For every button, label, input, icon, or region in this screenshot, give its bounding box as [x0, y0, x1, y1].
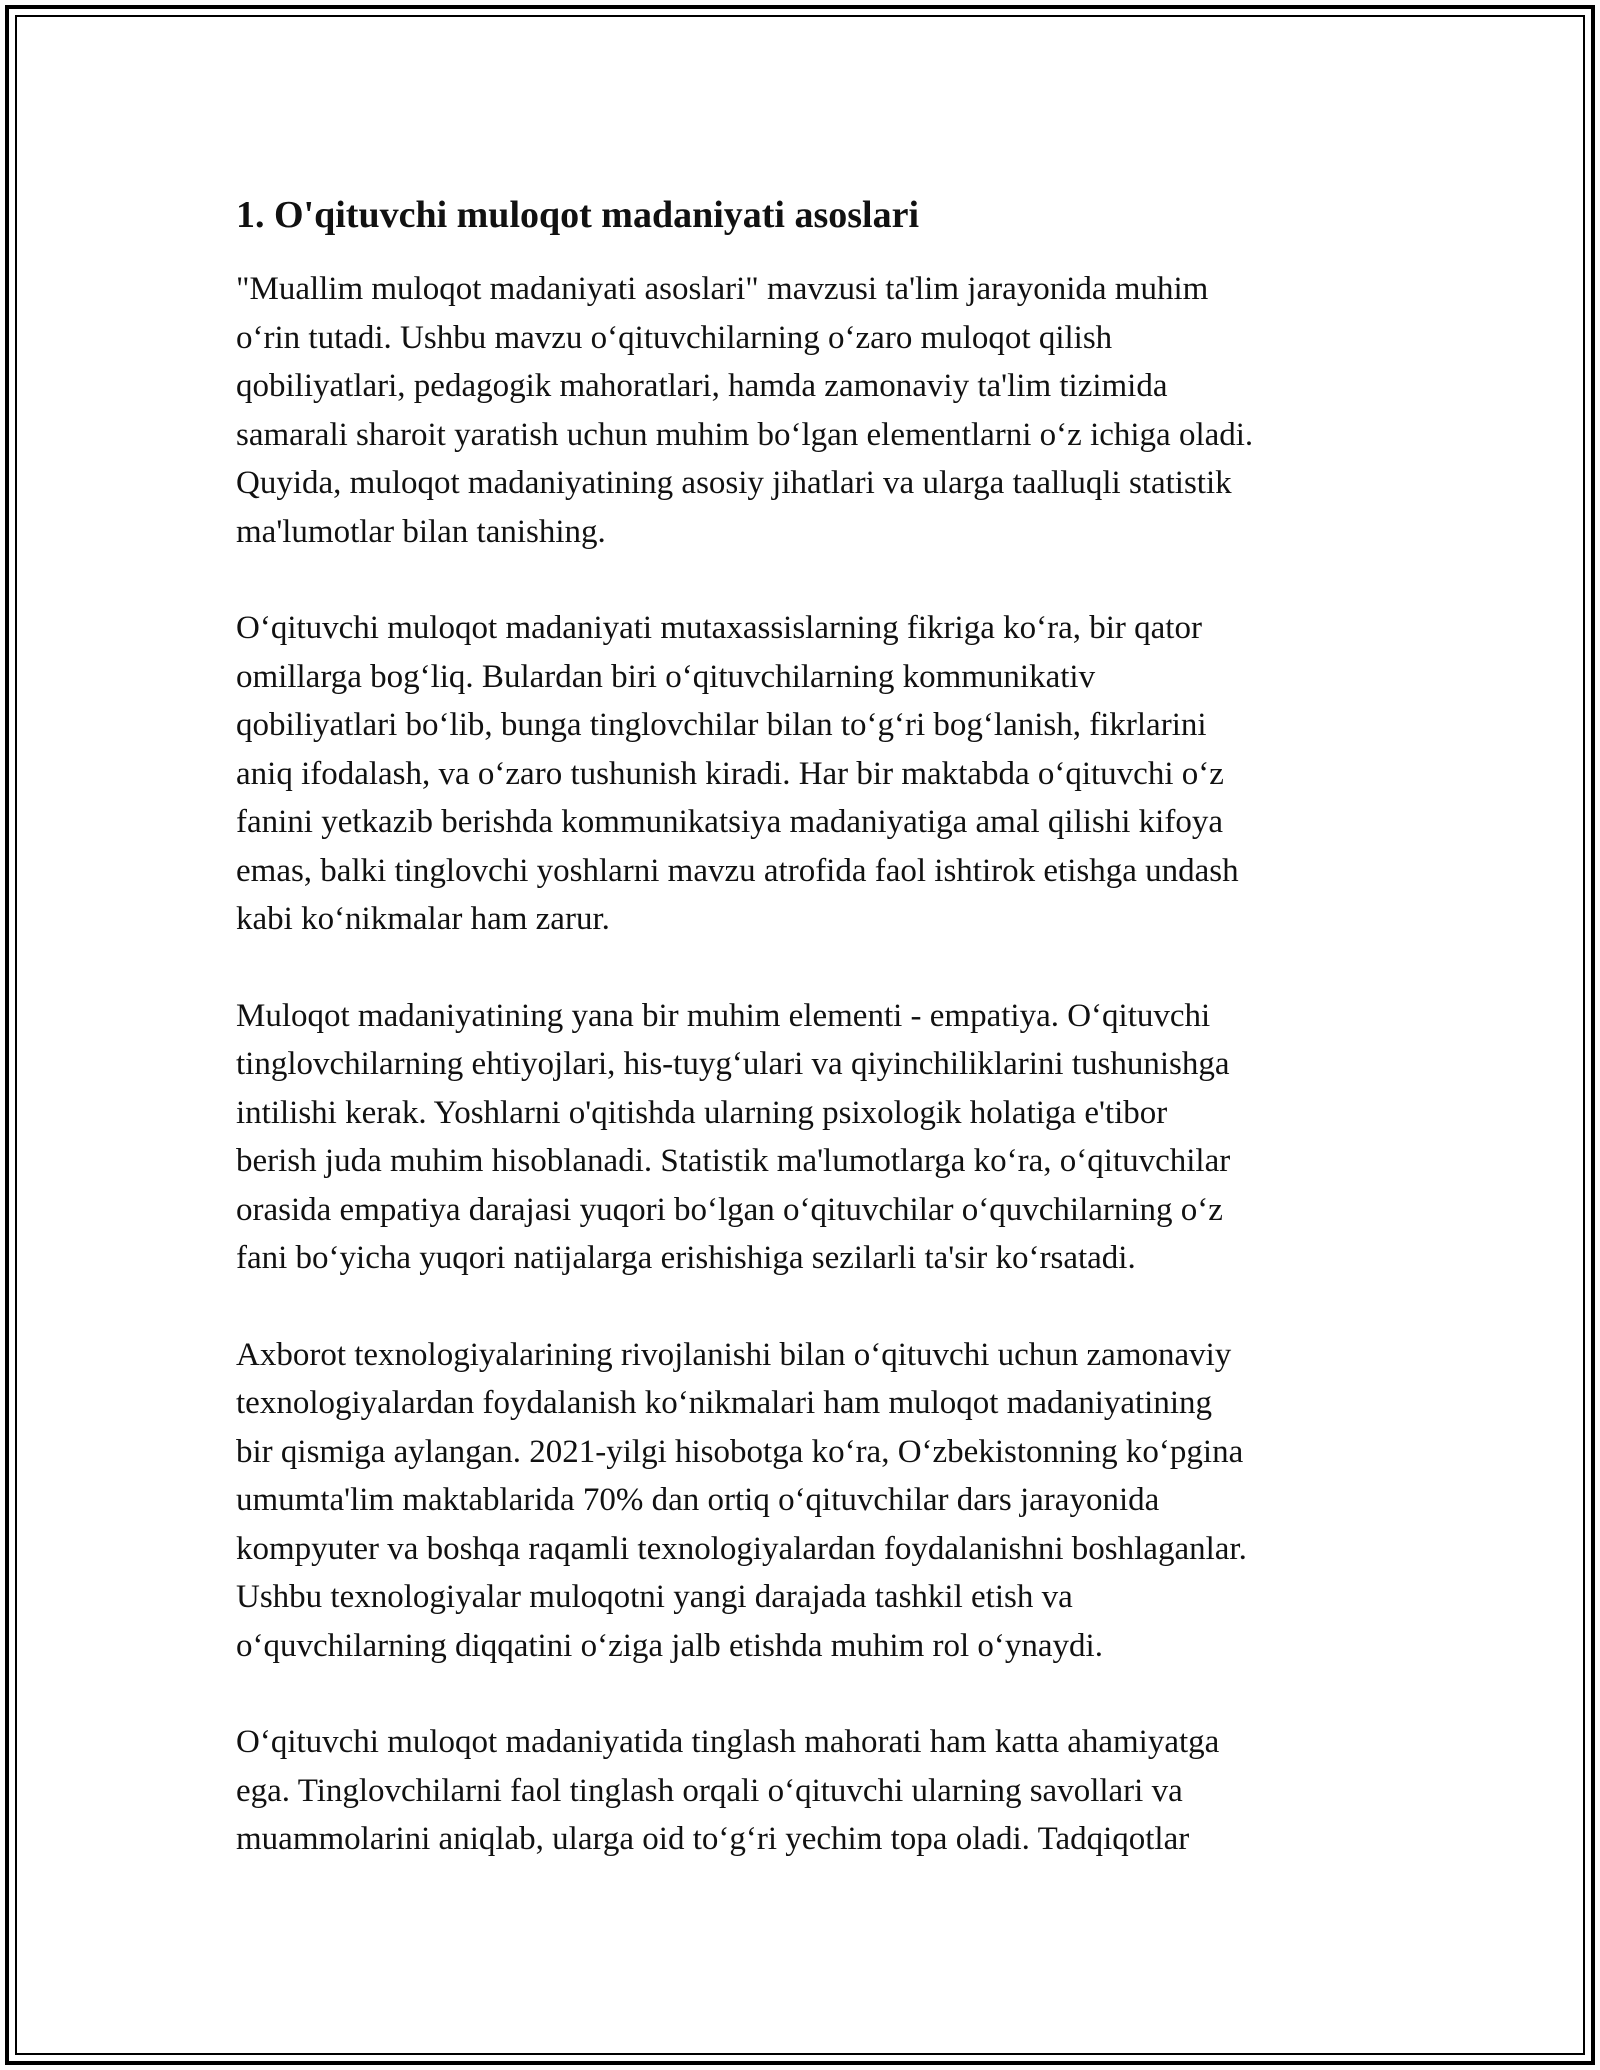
text-line: berish juda muhim hisoblanadi. Statistik ma'lumotlarga ko‘ra, o‘qituvchilar: [236, 1143, 1231, 1179]
text-line: kabi ko‘nikmalar ham zarur.: [236, 901, 610, 937]
text-line: "Muallim muloqot madaniyati asoslari" mavzusi ta'lim jarayonida muhim: [236, 271, 1209, 307]
text-line: O‘qituvchi muloqot madaniyati mutaxassislarning fikriga ko‘ra, bir qator: [236, 610, 1202, 646]
text-line: qobiliyatlari, pedagogik mahoratlari, hamda zamonaviy ta'lim tizimida: [236, 368, 1168, 404]
paragraph-5: [236, 1718, 1376, 1864]
text-line: bir qismiga aylangan. 2021-yilgi hisobotga ko‘ra, O‘zbekistonning ko‘pgina: [236, 1433, 1244, 1470]
text-line: texnologiyalardan foydalanish ko‘nikmalari ham muloqot madaniyatining: [236, 1385, 1213, 1421]
text-line: Quyida, muloqot madaniyatining asosiy jihatlari va ularga taalluqli statistik: [236, 465, 1232, 501]
text-line: ega. Tinglovchilarni faol tinglash orqali o‘qituvchi ularning savollari va: [236, 1772, 1183, 1809]
text-line: Ushbu texnologiyalar muloqotni yangi darajada tashkil etish va: [236, 1579, 1073, 1615]
text-line: o‘rin tutadi. Ushbu mavzu o‘qituvchilarning o‘zaro muloqot qilish: [236, 319, 1113, 356]
paragraph-3: [236, 992, 1376, 1283]
text-line: orasida empatiya darajasi yuqori bo‘lgan o‘qituvchilar o‘quvchilarning o‘z: [236, 1191, 1223, 1228]
text-line: Axborot texnologiyalarining rivojlanishi bilan o‘qituvchi uchun zamonaviy: [236, 1336, 1232, 1373]
text-line: samarali sharoit yaratish uchun muhim bo‘lgan elementlarni o‘z ichiga oladi.: [236, 416, 1254, 453]
text-line: fani bo‘yicha yuqori natijalarga erishishiga sezilarli ta'sir ko‘rsatadi.: [236, 1240, 1136, 1276]
text-line: Muloqot madaniyatining yana bir muhim elementi - empatiya. O‘qituvchi: [236, 997, 1211, 1034]
text-line: tinglovchilarning ehtiyojlari, his-tuyg‘ulari va qiyinchiliklarini tushunishga: [236, 1046, 1230, 1082]
text-line: o‘quvchilarning diqqatini o‘ziga jalb etishda muhim rol o‘ynaydi.: [236, 1627, 1103, 1664]
paragraph-2: [236, 604, 1376, 944]
document-body: [236, 187, 1376, 1912]
text-line: emas, balki tinglovchi yoshlarni mavzu atrofida faol ishtirok etishga undash: [236, 852, 1239, 889]
text-line: umumta'lim maktablarida 70% dan ortiq o‘qituvchilar dars jarayonida: [236, 1482, 1160, 1518]
text-line: intilishi kerak. Yoshlarni o'qitishda ularning psixologik holatiga e'tibor: [236, 1094, 1168, 1131]
text-line: O‘qituvchi muloqot madaniyatida tinglash mahorati ham katta ahamiyatga: [236, 1724, 1220, 1760]
paragraph-4: [236, 1331, 1376, 1671]
text-line: muammolarini aniqlab, ularga oid to‘g‘ri yechim topa oladi. Tadqiqotlar: [236, 1821, 1190, 1857]
text-line: aniq ifodalash, va o‘zaro tushunish kiradi. Har bir maktabda o‘qituvchi o‘z: [236, 755, 1224, 792]
text-line: ma'lumotlar bilan tanishing.: [236, 513, 606, 550]
paragraph-1: [236, 265, 1376, 556]
text-line: kompyuter va boshqa raqamli texnologiyalardan foydalanishni boshlaganlar.: [236, 1530, 1247, 1567]
text-line: fanini yetkazib berishda kommunikatsiya madaniyatiga amal qilishi kifoya: [236, 804, 1223, 840]
text-line: qobiliyatlari bo‘lib, bunga tinglovchilar bilan to‘g‘ri bog‘lanish, fikrlarini: [236, 707, 1207, 743]
text-line: omillarga bog‘liq. Bulardan biri o‘qituvchilarning kommunikativ: [236, 658, 1096, 695]
section-heading: 1. O'qituvchi muloqot madaniyati asoslari: [236, 194, 920, 236]
